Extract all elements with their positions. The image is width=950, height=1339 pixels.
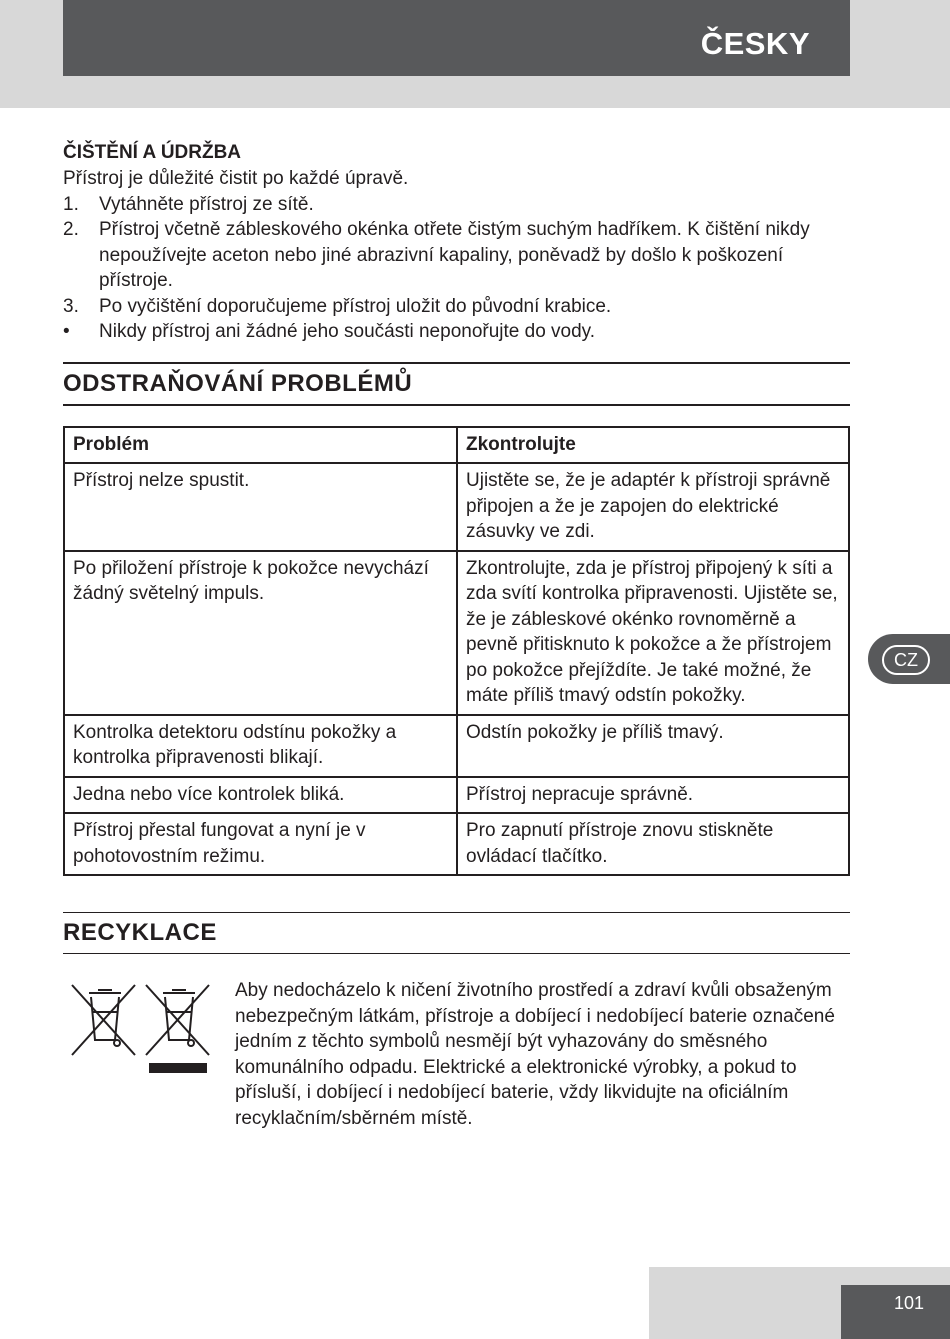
table-row xyxy=(64,551,849,715)
recycling-section xyxy=(63,912,850,1148)
troubleshooting-section xyxy=(63,362,850,877)
problem-cell: Přístroj přestal fungovat a nyní je v pohotovostním režimu. xyxy=(64,813,457,875)
page-number-box xyxy=(841,1285,950,1339)
language-tab xyxy=(868,634,950,684)
list-text: Po vyčištění doporučujeme přístroj uložit do původní krabice. xyxy=(99,295,612,317)
column-header-problem: Problém xyxy=(64,427,457,464)
table-header-row xyxy=(64,427,849,464)
list-marker: • xyxy=(63,321,70,342)
check-cell: Přístroj nepracuje správně. xyxy=(457,777,849,814)
table-row xyxy=(64,715,849,777)
crossed-bin-icon xyxy=(72,985,135,1055)
check-cell: Ujistěte se, že je adaptér k přístroji správně připojen a že je zapojen do elektrické zásuvky ve zdi. xyxy=(457,463,849,551)
problem-cell: Kontrolka detektoru odstínu pokožky a kontrolka připravenosti blikají. xyxy=(64,715,457,777)
language-bar xyxy=(63,0,850,76)
section-rule-bottom xyxy=(63,404,850,406)
list-marker: 3. xyxy=(63,295,79,317)
section-rule-bottom xyxy=(63,953,850,954)
table-row xyxy=(64,777,849,814)
page-content xyxy=(63,140,850,1148)
check-cell: Pro zapnutí přístroje znovu stiskněte ovládací tlačítko. xyxy=(457,813,849,875)
list-text: Přístroj včetně zábleskového okénka otřete čistým suchým hadříkem. K čištění nikdy nepoužívejte aceton nebo jiné abrazivní kapaliny, poněvadž by došlo k poškození přístroje. xyxy=(99,219,810,291)
cleaning-section xyxy=(63,140,850,345)
troubleshooting-heading: ODSTRAŇOVÁNÍ PROBLÉMŮ xyxy=(63,369,413,397)
check-cell: Odstín pokožky je příliš tmavý. xyxy=(457,715,849,777)
list-item xyxy=(63,319,850,345)
column-header-check: Zkontrolujte xyxy=(457,427,849,464)
recycling-heading: RECYKLACE xyxy=(63,919,217,946)
table-row xyxy=(64,463,849,551)
list-item xyxy=(63,192,850,218)
cleaning-heading: ČIŠTĚNÍ A ÚDRŽBA xyxy=(63,142,242,163)
recycling-text: Aby nedocházelo k ničení životního prostředí a zdraví kvůli obsaženým nebezpečným látkám, přístroje a dobíjecí i nedobíjecí baterie označené jedním z těchto symbolů nesmějí být vyhazovány do směsného komunálního odpadu. Elektrické a elektronické výrobky, a pokud to přísluší, i dobíjecí i nedobíjecí baterie, vždy likvidujte na oficiálním recyklačním/sběrném místě. xyxy=(235,980,835,1129)
problem-cell: Jedna nebo více kontrolek bliká. xyxy=(64,777,457,814)
table-row xyxy=(64,813,849,875)
problem-cell: Přístroj nelze spustit. xyxy=(64,463,457,551)
cleaning-steps xyxy=(63,192,850,345)
list-text: Nikdy přístroj ani žádné jeho součásti neponořujte do vody. xyxy=(99,321,596,342)
problem-cell: Po přiložení přístroje k pokožce nevychází žádný světelný impuls. xyxy=(64,551,457,715)
recycling-row xyxy=(63,978,850,1148)
page-number: 101 xyxy=(893,1293,924,1313)
cleaning-intro: Přístroj je důležité čistit po každé úpravě. xyxy=(63,168,409,189)
list-marker: 1. xyxy=(63,193,79,215)
weee-symbols xyxy=(69,982,219,1082)
crossed-bin-with-bar-icon xyxy=(146,985,209,1073)
list-item xyxy=(63,217,850,294)
language-title: ČESKY xyxy=(700,26,810,61)
list-item xyxy=(63,294,850,320)
list-marker: 2. xyxy=(63,219,79,240)
check-cell: Zkontrolujte, zda je přístroj připojený k síti a zda svítí kontrolka připravenosti. Ujistěte se, že je zábleskové okénko rovnoměrně a pevně přitisknuto k pokožce a že přístrojem po pokožce přejíždíte. Je také možné, že máte příliš tmavý odstín pokožky. xyxy=(457,551,849,715)
list-text: Vytáhněte přístroj ze sítě. xyxy=(99,193,314,215)
troubleshooting-table xyxy=(63,426,850,877)
language-tab-label: CZ xyxy=(882,645,930,675)
